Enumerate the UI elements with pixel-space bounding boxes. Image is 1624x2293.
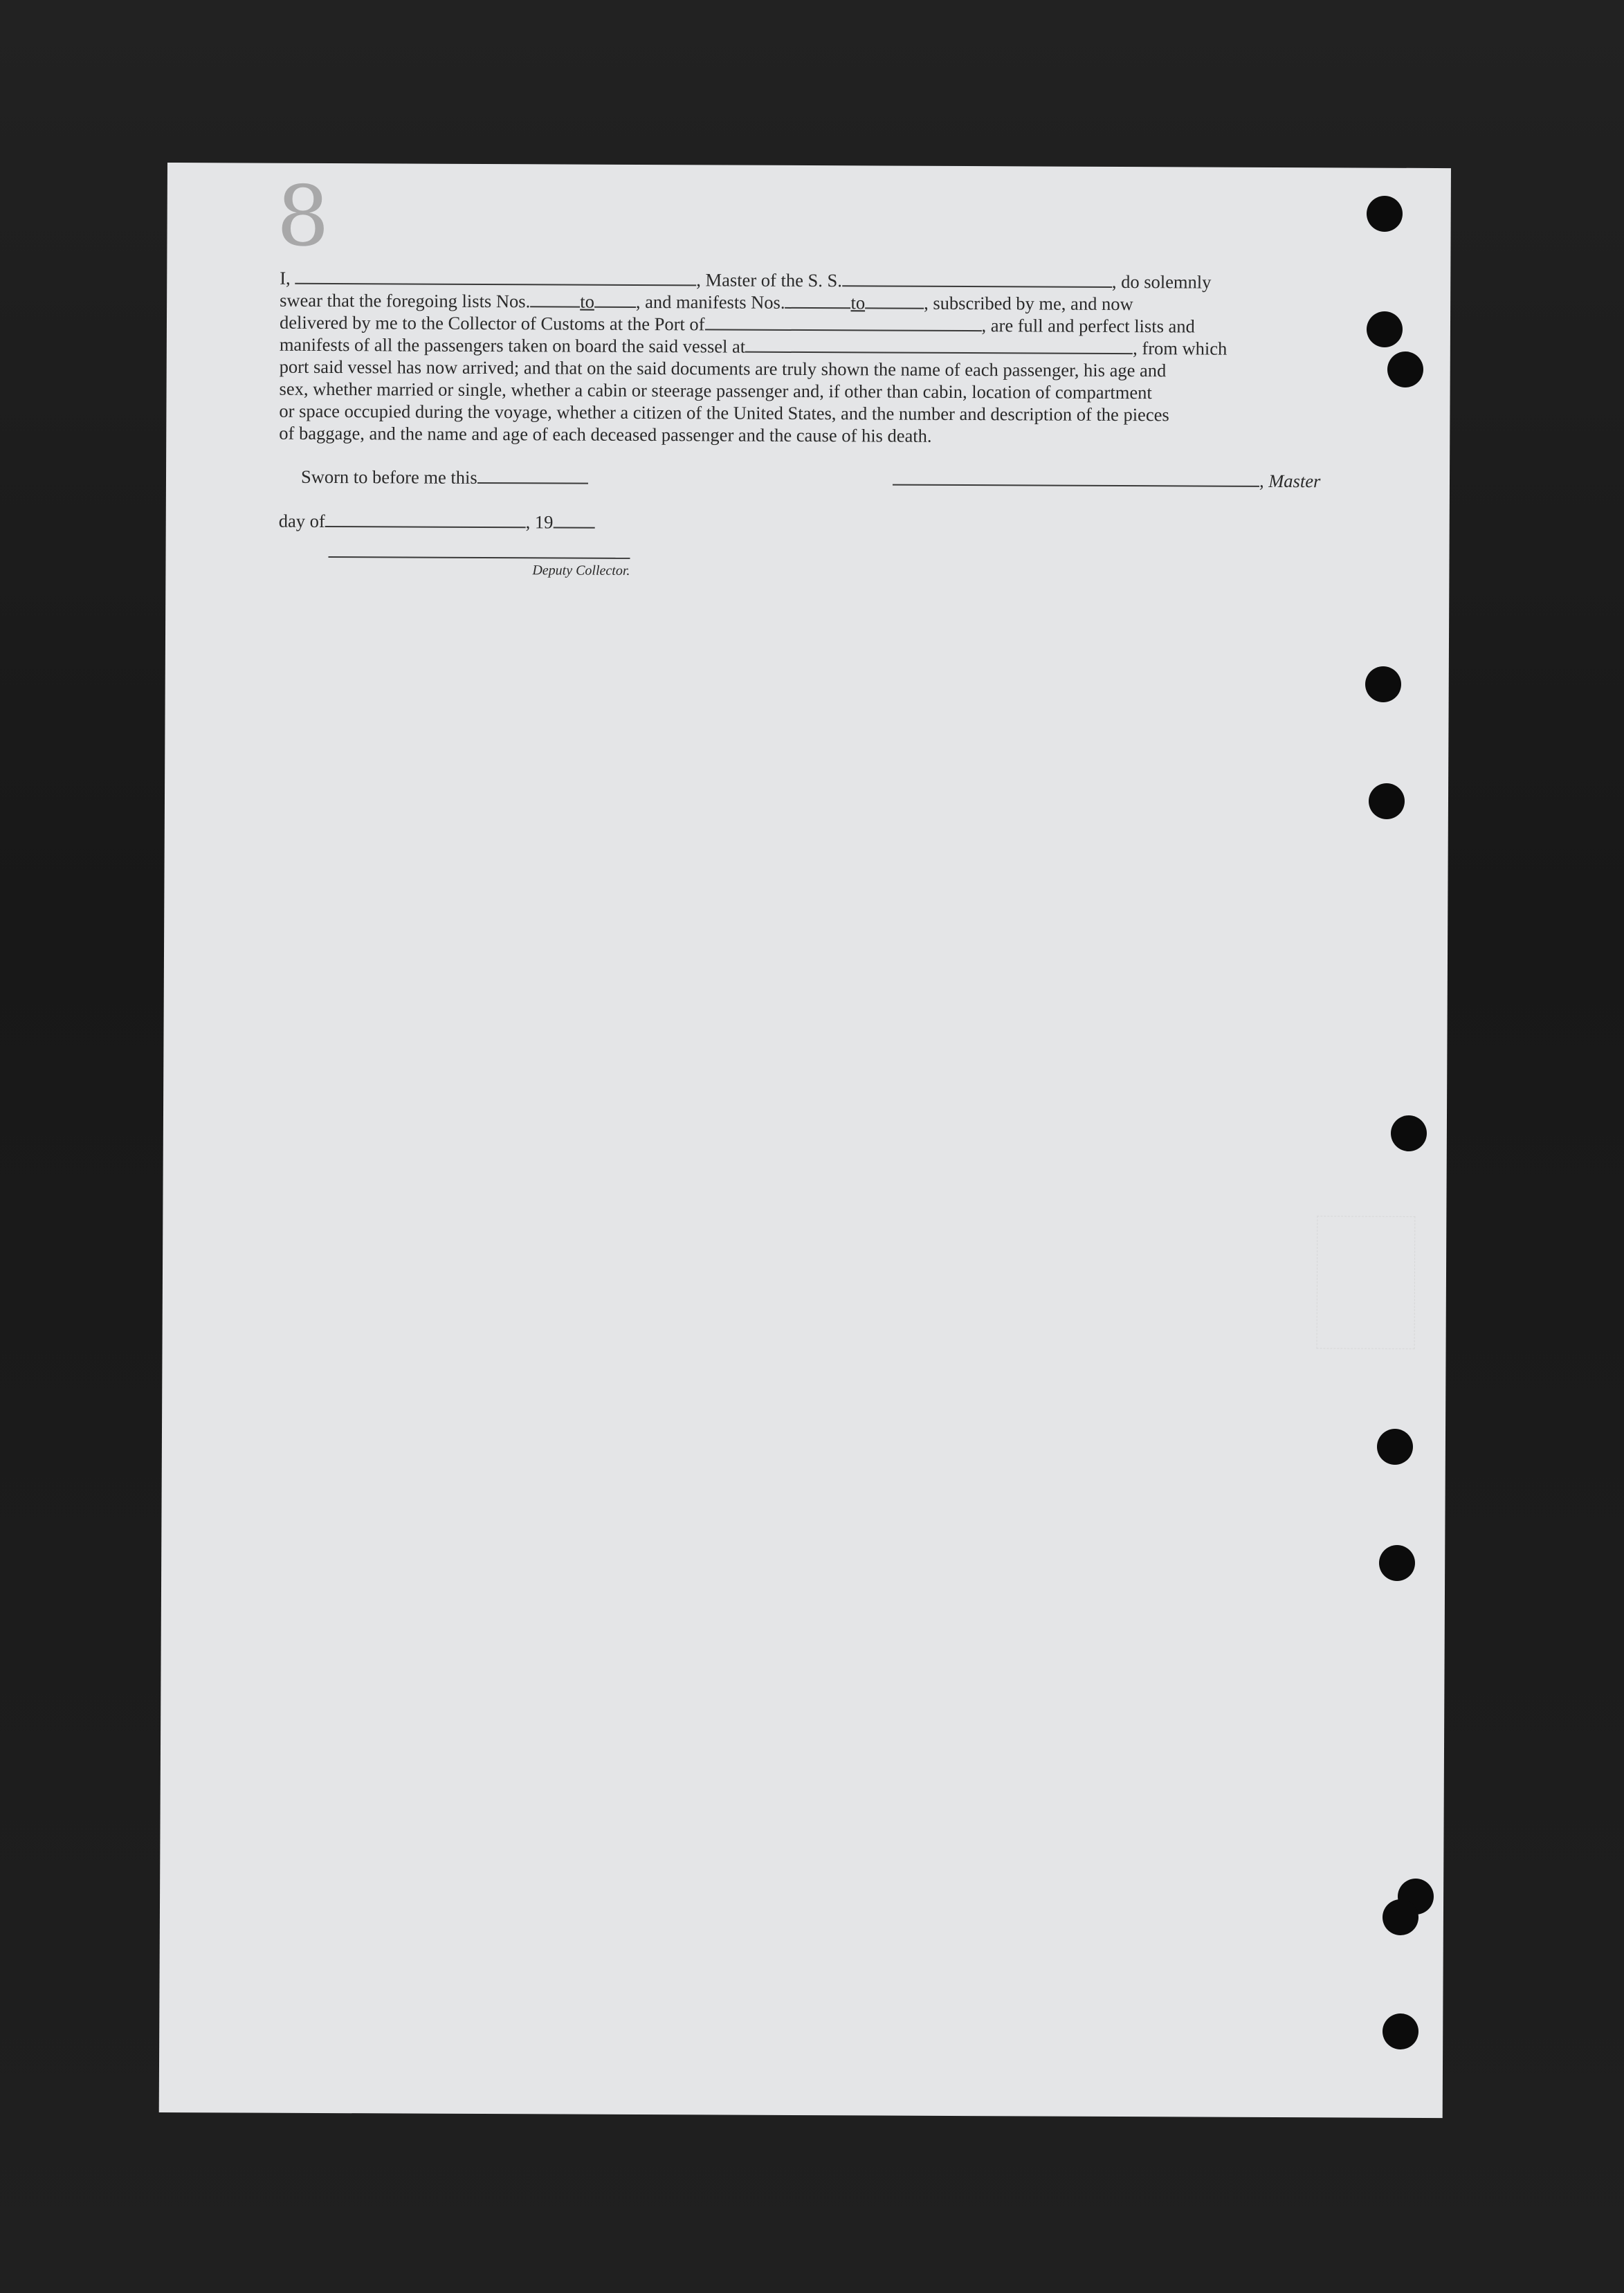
- oath-text: , are full and perfect lists and: [981, 315, 1195, 337]
- manifests-from-blank: [785, 292, 850, 309]
- oath-line-5: port said vessel has now arrived; and that on the said documents are truly shown the name of each passenger, his age and: [279, 356, 1167, 381]
- deputy-collector-label: Deputy Collector.: [532, 563, 630, 578]
- punch-hole: [1365, 666, 1401, 702]
- manifests-to-blank: [865, 292, 924, 309]
- sworn-label: Sworn to before me this: [300, 466, 477, 488]
- oath-line-8: of baggage, and the name and age of each deceased passenger and the cause of his death.: [279, 422, 932, 446]
- oath-text: swear that the foregoing lists Nos.: [280, 289, 531, 312]
- oath-line-7: or space occupied during the voyage, whether a citizen of the United States, and the number and description of the pieces: [279, 400, 1169, 426]
- lists-from-blank: [530, 291, 580, 307]
- page-number: 8: [276, 168, 330, 266]
- oath-text: , Master of the S. S.: [696, 269, 842, 291]
- year-prefix: , 19: [525, 511, 554, 533]
- oath-line-6: sex, whether married or single, whether a cabin or steerage passenger and, if other than cabin, location of compartment: [279, 378, 1152, 403]
- oath-text: , and manifests Nos.: [635, 291, 785, 313]
- departure-port-blank: [745, 336, 1133, 354]
- master-label: , Master: [1259, 470, 1321, 492]
- punch-hole: [1367, 311, 1403, 347]
- port-blank: [704, 313, 981, 331]
- punch-hole: [1387, 351, 1423, 387]
- oath-text: , from which: [1133, 338, 1228, 359]
- sworn-day-blank: [477, 468, 588, 484]
- oath-text: , do solemnly: [1111, 271, 1212, 293]
- master-name-blank: [295, 268, 696, 286]
- punch-hole: [1391, 1115, 1427, 1151]
- punch-hole: [1383, 2013, 1418, 2049]
- punch-hole: [1369, 783, 1405, 819]
- oath-paragraph: [279, 267, 1338, 449]
- oath-text: manifests of all the passengers taken on board the said vessel at: [279, 334, 746, 357]
- oath-text: to: [850, 292, 866, 313]
- lists-to-blank: [594, 291, 636, 308]
- document-page: [159, 163, 1451, 2118]
- month-blank: [325, 512, 526, 528]
- master-signature-blank: [893, 471, 1259, 487]
- oath-text: to: [580, 291, 594, 312]
- oath-text: I,: [280, 267, 291, 289]
- punch-hole: [1379, 1545, 1415, 1581]
- master-signature-line: [893, 469, 1320, 493]
- sworn-line: [301, 466, 588, 489]
- punch-hole: [1377, 1429, 1413, 1465]
- year-blank: [553, 513, 594, 528]
- punch-hole: [1383, 1899, 1418, 1935]
- day-of-label: day of: [278, 510, 325, 531]
- ship-name-blank: [842, 270, 1112, 288]
- deputy-collector-block: [328, 542, 630, 579]
- oath-text: delivered by me to the Collector of Customs at the Port of: [279, 311, 705, 335]
- deputy-signature-blank: [329, 542, 630, 559]
- faint-stamp: [1317, 1216, 1416, 1349]
- day-of-line: [279, 511, 595, 533]
- punch-hole: [1367, 196, 1403, 232]
- oath-text: , subscribed by me, and now: [924, 292, 1133, 315]
